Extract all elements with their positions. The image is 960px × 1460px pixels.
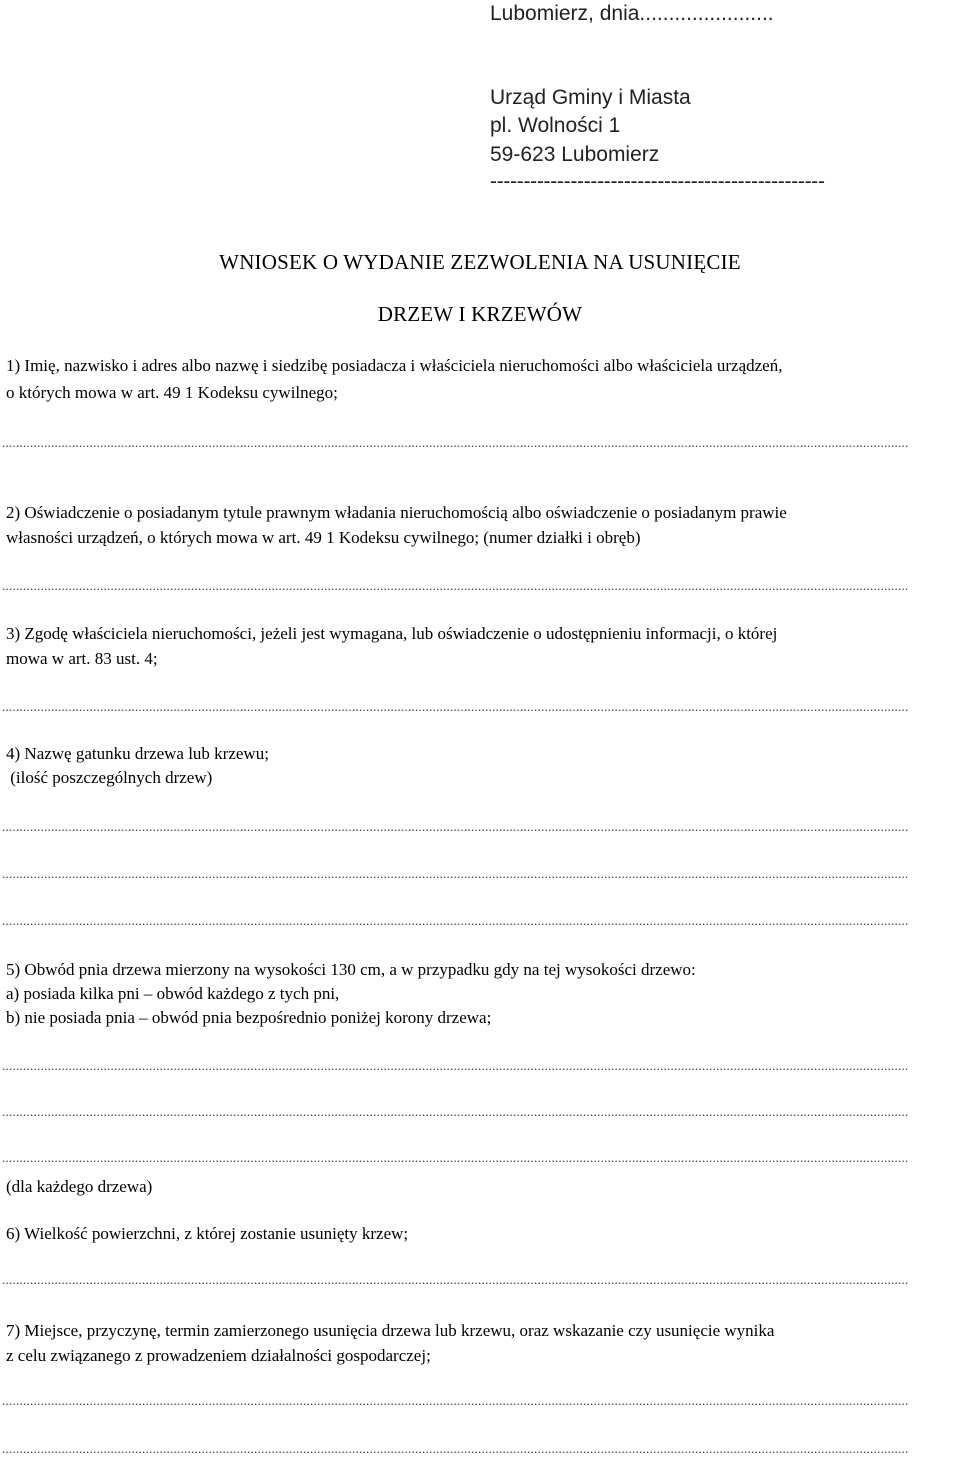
document-title-line2: DRZEW I KRZEWÓW — [377, 302, 583, 326]
section-4-line1: 4) Nazwę gatunku drzewa lub krzewu; — [6, 744, 269, 763]
header-divider: -------------------------------------------------- — [490, 170, 825, 193]
section-1-line2: o których mowa w art. 49 1 Kodeksu cywilnego; — [6, 383, 338, 402]
fill-line[interactable]: ................................................................................................................................................................................................................................................................... — [2, 1105, 909, 1119]
fill-line[interactable]: ................................................................................................................................................................................................................................................................... — [2, 700, 909, 714]
document-title-line1: WNIOSEK O WYDANIE ZEZWOLENIA NA USUNIĘCIE — [219, 250, 741, 274]
fill-line[interactable]: ................................................................................................................................................................................................................................................................... — [2, 1442, 909, 1456]
section-1-line1: 1) Imię, nazwisko i adres albo nazwę i siedzibę posiadacza i właściciela nieruchomości albo właściciela urządzeń, — [6, 356, 783, 375]
section-5-line1: 5) Obwód pnia drzewa mierzony na wysokości 130 cm, a w przypadku gdy na tej wysokości drzewo: — [6, 960, 696, 979]
office-street: pl. Wolności 1 — [490, 114, 621, 137]
section-7-line2: z celu związanego z prowadzeniem działalności gospodarczej; — [6, 1346, 431, 1365]
fill-line[interactable]: ................................................................................................................................................................................................................................................................... — [2, 1151, 909, 1165]
office-name: Urząd Gminy i Miasta — [490, 86, 691, 109]
fill-line[interactable]: ................................................................................................................................................................................................................................................................... — [2, 579, 909, 593]
section-3-line2: mowa w art. 83 ust. 4; — [6, 649, 158, 668]
section-3-line1: 3) Zgodę właściciela nieruchomości, jeżeli jest wymagana, lub oświadczenie o udostępnieniu informacji, o której — [6, 624, 778, 643]
section-7-line1: 7) Miejsce, przyczynę, termin zamierzonego usunięcia drzewa lub krzewu, oraz wskazanie czy usunięcie wynika — [6, 1321, 775, 1340]
place-date-line: Lubomierz, dnia....................... — [490, 2, 774, 25]
fill-line[interactable]: ................................................................................................................................................................................................................................................................... — [2, 820, 909, 834]
section-2-line2: własności urządzeń, o których mowa w art. 49 1 Kodeksu cywilnego; (numer działki i obręb) — [6, 528, 641, 547]
office-city: 59-623 Lubomierz — [490, 143, 660, 166]
section-6-line1: 6) Wielkość powierzchni, z której zostanie usunięty krzew; — [6, 1224, 409, 1243]
fill-line[interactable]: ................................................................................................................................................................................................................................................................... — [2, 1059, 909, 1073]
section-5-line3: b) nie posiada pnia – obwód pnia bezpośrednio poniżej korony drzewa; — [6, 1008, 492, 1027]
fill-line[interactable]: ................................................................................................................................................................................................................................................................... — [2, 1273, 909, 1287]
section-4-line2: (ilość poszczególnych drzew) — [6, 768, 213, 787]
section-5-note: (dla każdego drzewa) — [6, 1177, 153, 1196]
fill-line[interactable]: ................................................................................................................................................................................................................................................................... — [2, 436, 909, 450]
fill-line[interactable]: ................................................................................................................................................................................................................................................................... — [2, 867, 909, 881]
fill-line[interactable]: ................................................................................................................................................................................................................................................................... — [2, 914, 909, 928]
section-5-line2: a) posiada kilka pni – obwód każdego z tych pni, — [6, 984, 340, 1003]
section-2-line1: 2) Oświadczenie o posiadanym tytule prawnym władania nieruchomością albo oświadczenie o posiadanym prawie — [6, 503, 787, 522]
fill-line[interactable]: ................................................................................................................................................................................................................................................................... — [2, 1394, 909, 1408]
